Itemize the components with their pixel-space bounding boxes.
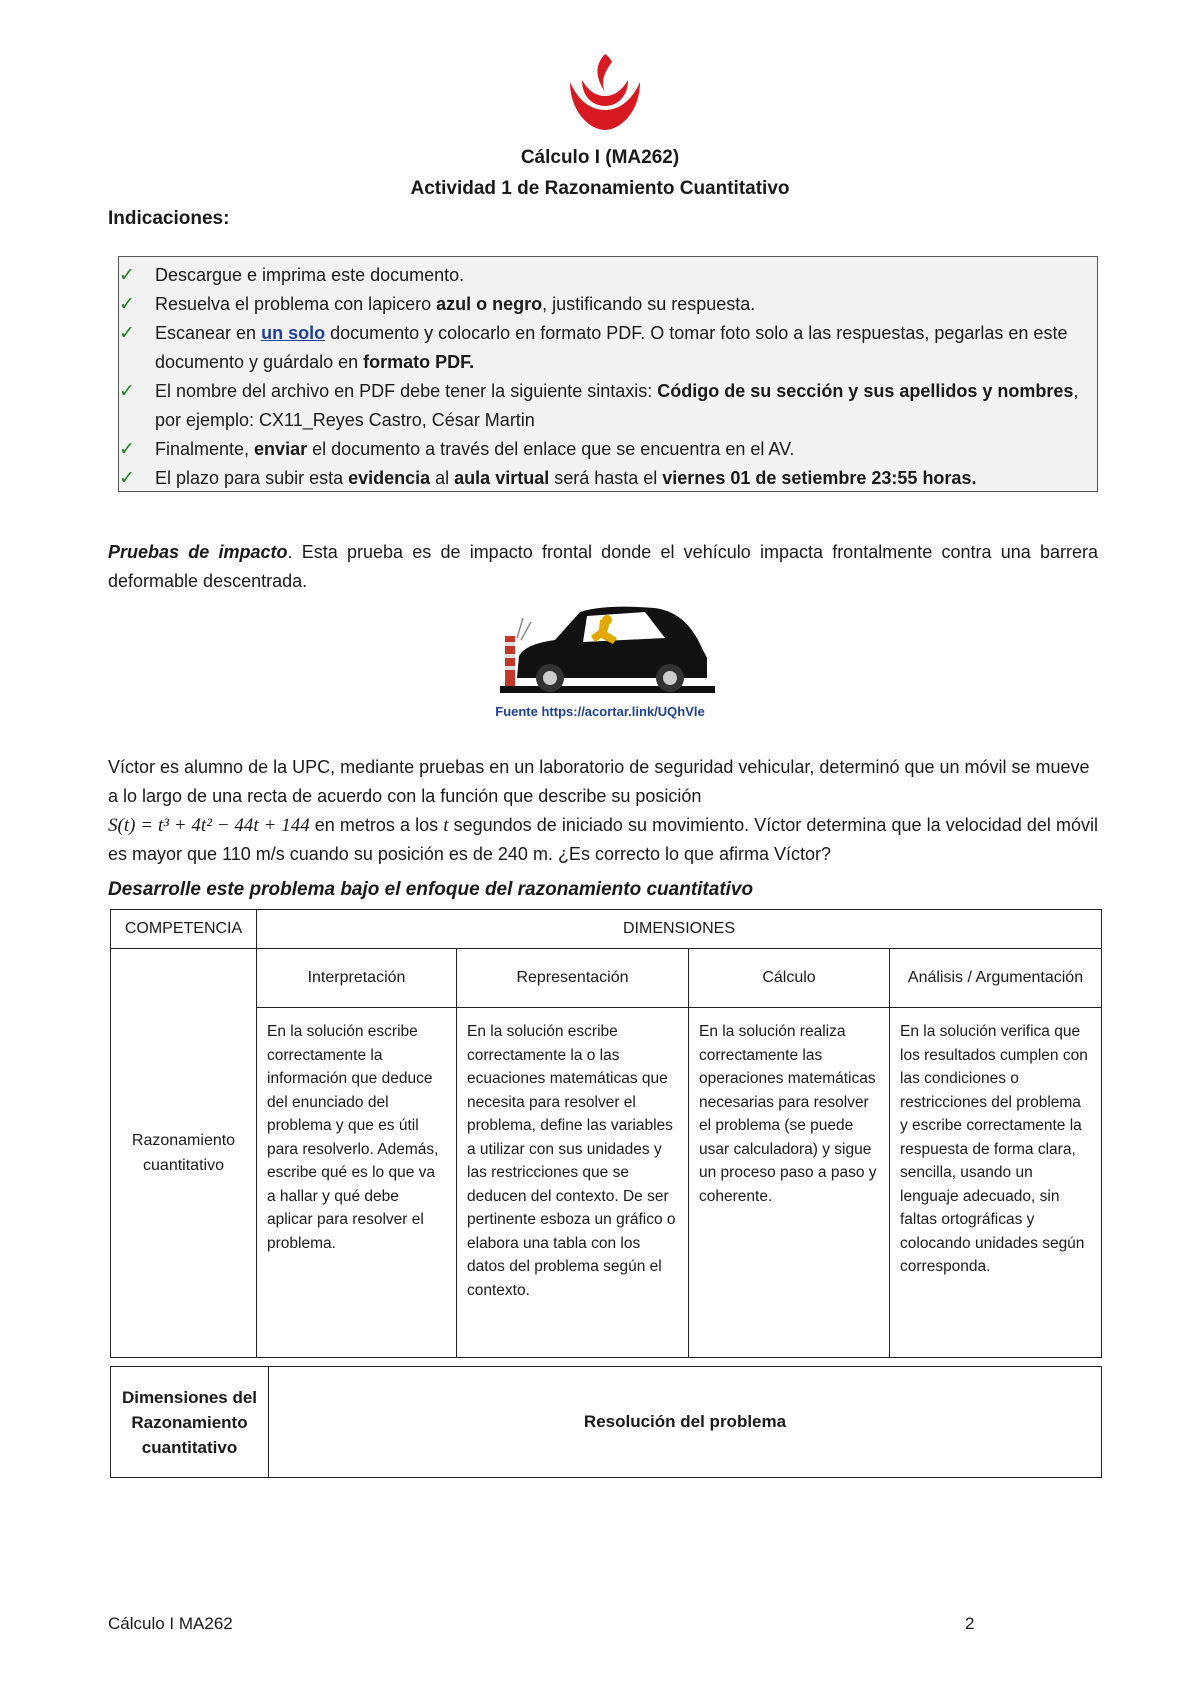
desc-representacion: En la solución escribe correctamente la o las ecuaciones matemáticas que necesita para resolver el problema, define las variables a utilizar con sus unidades y las restricciones que se deducen del contexto. De ser pertinente esboza un gráfico o elabora una tabla con los datos del problema según el contexto. — [457, 1008, 689, 1358]
indication-item: ✓ El plazo para subir esta evidencia al aula virtual será hasta el viernes 01 de setiembre 23:55 horas. — [119, 464, 1087, 493]
dim-analisis: Análisis / Argumentación — [890, 949, 1102, 1008]
indications-label: Indicaciones: — [108, 208, 230, 229]
check-icon: ✓ — [119, 294, 135, 315]
dim-calculo: Cálculo — [689, 949, 890, 1008]
dim-representacion: Representación — [457, 949, 689, 1008]
image-source: Fuente https://acortar.link/UQhVle — [495, 704, 705, 719]
dim-interpretacion: Interpretación — [257, 949, 457, 1008]
indication-item: ✓ Descargue e imprima este documento. — [119, 261, 1087, 290]
course-title: Cálculo I (MA262) — [520, 147, 680, 168]
dimensions-label: Dimensiones del Razonamiento cuantitativo — [111, 1367, 269, 1478]
resolution-area[interactable]: Resolución del problema — [269, 1367, 1102, 1478]
indication-item: ✓ Escanear en un solo documento y colocarlo en formato PDF. O tomar foto solo a las respuestas, pegarlas en este documento y guárdalo en formato PDF. — [119, 319, 1087, 377]
problem-text: Víctor es alumno de la UPC, mediante pruebas en un laboratorio de seguridad vehicular, determinó que un móvil se mueve a lo largo de una recta de acuerdo con la función que describe su posición — [108, 757, 1090, 806]
check-icon: ✓ — [119, 265, 135, 286]
indications-box — [118, 256, 1098, 492]
indication-item: ✓ Finalmente, enviar el documento a través del enlace que se encuentra en el AV. — [119, 435, 1087, 464]
resolution-table — [110, 1366, 1102, 1478]
rubric-table — [110, 909, 1102, 1358]
problem-subtitle: Desarrolle este problema bajo el enfoque del razonamiento cuantitativo — [108, 879, 754, 900]
desc-interpretacion: En la solución escribe correctamente la información que deduce del enunciado del problema y que es útil para resolverlo. Además, escribe qué es lo que va a hallar y qué debe aplicar para resolver el problema. — [257, 1008, 457, 1358]
activity-title: Actividad 1 de Razonamiento Cuantitativo — [410, 178, 790, 199]
page-number: 2 — [965, 1614, 975, 1633]
source-link[interactable]: https://acortar.link/UQhVle — [537, 704, 705, 719]
check-icon: ✓ — [119, 323, 135, 344]
position-formula: S(t) = t³ + 4t² − 44t + 144 — [108, 815, 310, 836]
check-icon: ✓ — [119, 468, 135, 489]
upc-logo — [560, 52, 650, 132]
check-icon: ✓ — [119, 381, 135, 402]
desc-calculo: En la solución realiza correctamente las operaciones matemáticas necesarias para resolver el problema (se puede usar calculadora) y sigue un proceso paso a paso y coherente. — [689, 1008, 890, 1358]
check-icon: ✓ — [119, 439, 135, 460]
competencia-header: COMPETENCIA — [111, 910, 257, 949]
competence-name: Razonamiento cuantitativo — [111, 949, 257, 1358]
indication-item: ✓ El nombre del archivo en PDF debe tener la siguiente sintaxis: Código de su sección y sus apellidos y nombres, por ejemplo: CX11_Reyes Castro, César Martin — [119, 377, 1087, 435]
dimensiones-header: DIMENSIONES — [257, 910, 1102, 949]
footer-course: Cálculo I MA262 — [108, 1614, 233, 1633]
problem-intro: Pruebas de impacto. Esta prueba es de impacto frontal donde el vehículo impacta frontalmente contra una barrera deformable descentrada. — [108, 542, 1098, 591]
desc-analisis: En la solución verifica que los resultados cumplen con las condiciones o restricciones del problema y escribe correctamente la respuesta de forma clara, sencilla, usando un lenguaje adecuado, sin faltas ortográficas y colocando unidades según corresponda. — [890, 1008, 1102, 1358]
crash-test-car-image — [495, 598, 720, 698]
indication-item: ✓ Resuelva el problema con lapicero azul o negro, justificando su respuesta. — [119, 290, 1087, 319]
problem-formula-line: S(t) = t³ + 4t² − 44t + 144 en metros a los t segundos de iniciado su movimiento. Víctor determina que la velocidad del móvil es mayor que 110 m/s cuando su posición es de 240 m. ¿Es correcto lo que afirma Víctor? — [108, 815, 1098, 864]
